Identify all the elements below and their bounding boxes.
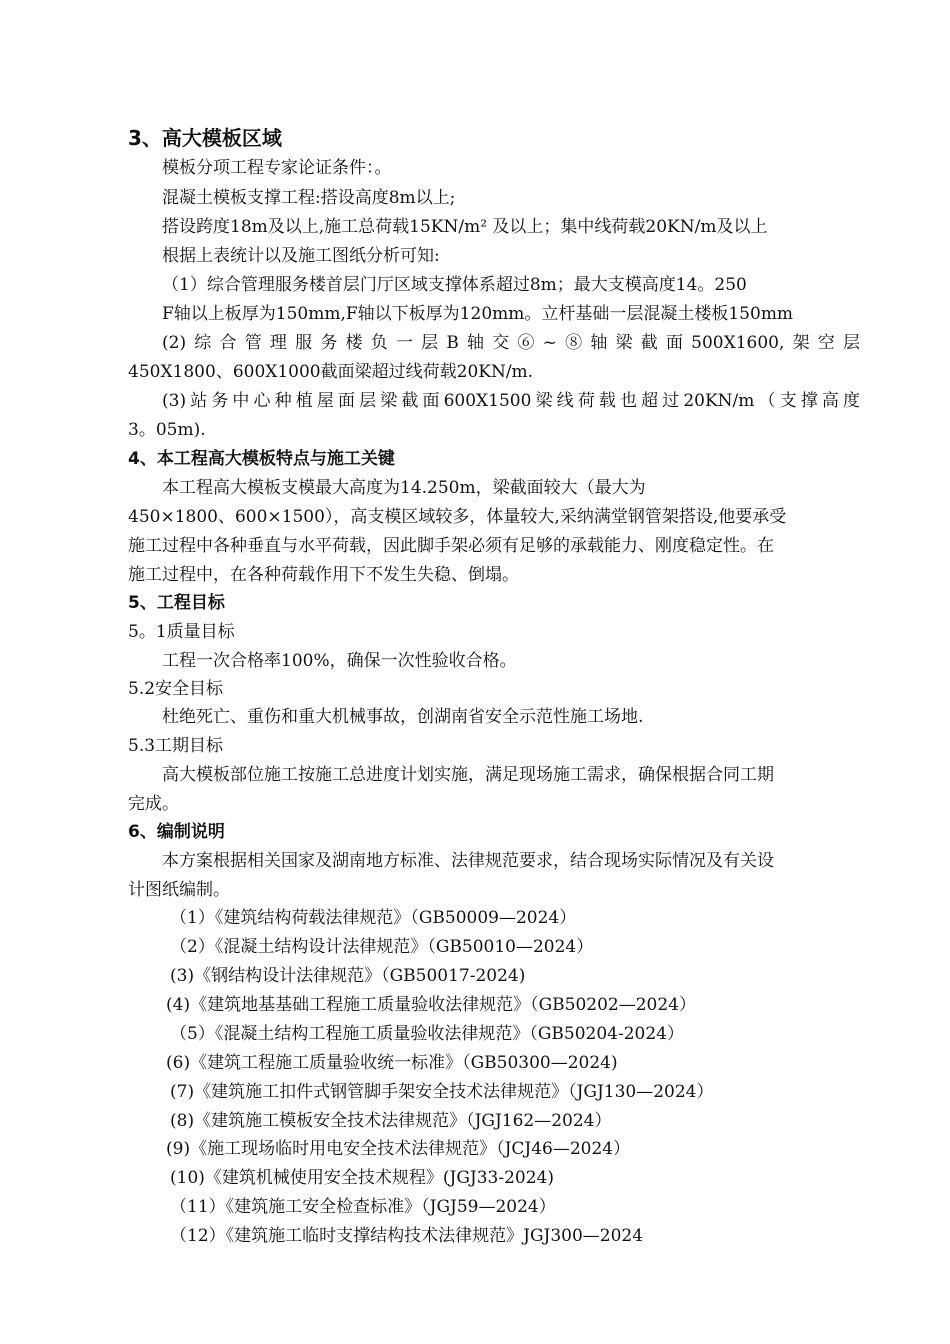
paragraph: 计图纸编制。 [128, 880, 230, 900]
paragraph: 搭设跨度18m及以上,施工总荷载15KN/m² 及以上；集中线荷载20KN/m及以上 [162, 217, 768, 237]
reference-item: (10)《建筑机械使用安全技术规程》(JGJ33-2024) [170, 1168, 555, 1188]
paragraph: 工程一次合格率100%，确保一次性验收合格。 [162, 651, 517, 671]
reference-item: （5）《混凝土结构工程施工质量验收法律规范》（GB50204-2024） [170, 1024, 684, 1044]
reference-item: （11）《建筑施工安全检查标准》（JGJ59—2024） [170, 1197, 556, 1217]
paragraph: 模板分项工程专家论证条件：。 [162, 158, 392, 178]
list-item-continued: 3。05m). [128, 420, 206, 440]
subheading: 5。1质量目标 [128, 622, 235, 642]
reference-item: (6)《建筑工程施工质量验收统一标准》（GB50300—2024) [166, 1053, 618, 1073]
paragraph: 完成。 [128, 794, 179, 814]
reference-item: (9)《施工现场临时用电安全技术法律规范》（JCJ46—2024） [166, 1139, 631, 1159]
paragraph: 施工过程中，在各种荷载作用下不发生失稳、倒塌。 [128, 565, 519, 585]
section-3-heading: 3、高大模板区域 [128, 126, 282, 150]
paragraph: 高大模板部位施工按施工总进度计划实施，满足现场施工需求，确保根据合同工期 [162, 765, 774, 785]
section-6-heading: 6、编制说明 [128, 822, 225, 842]
paragraph: 本工程高大模板支模最大高度为14.250m，梁截面较大（最大为 [162, 478, 646, 498]
reference-item: (7)《建筑施工扣件式钢管脚手架安全技术法律规范》（JGJ130—2024） [170, 1082, 714, 1102]
paragraph: 450×1800、600×1500），高支模区域较多，体量较大,采纳满堂钢管架搭设,他要承受 [128, 507, 787, 527]
reference-item: (8)《建筑施工模板安全技术法律规范》（JGJ162—2024） [170, 1111, 612, 1131]
paragraph: 杜绝死亡、重伤和重大机械事故，创湖南省安全示范性施工场地. [162, 707, 644, 727]
paragraph: 施工过程中各种垂直与水平荷载，因此脚手架必须有足够的承载能力、刚度稳定性。在 [128, 536, 774, 556]
section-5-heading: 5、工程目标 [128, 593, 225, 613]
paragraph: 本方案根据相关国家及湖南地方标准、法律规范要求，结合现场实际情况及有关设 [162, 851, 774, 871]
reference-item: （1）《建筑结构荷载法律规范》（GB50009—2024） [170, 908, 577, 928]
list-item: (3)站务中心种植屋面层梁截面600X1500梁线荷载也超过20KN/m（支撑高度 [162, 391, 860, 411]
reference-item: (4)《建筑地基基础工程施工质量验收法律规范》（GB50202—2024） [166, 995, 696, 1015]
reference-item: (3)《钢结构设计法律规范》（GB50017-2024) [170, 966, 526, 986]
list-item: (2)综合管理服务楼负一层B轴交⑥~⑧轴梁截面500X1600,架空层 [162, 333, 860, 353]
paragraph: 根据上表统计以及施工图纸分析可知: [162, 246, 440, 266]
section-4-heading: 4、本工程高大模板特点与施工关键 [128, 449, 395, 469]
paragraph: 混凝土模板支撑工程:搭设高度8m以上; [162, 188, 456, 208]
reference-item: （2）《混凝土结构设计法律规范》（GB50010—2024） [170, 937, 594, 957]
list-item-continued: F轴以上板厚为150mm,F轴以下板厚为120mm。立杆基础一层混凝土楼板150mm [162, 304, 794, 324]
list-item: （1）综合管理服务楼首层门厅区域支撑体系超过8m；最大支模高度14。250 [162, 275, 747, 295]
list-item-continued: 450X1800、600X1000截面梁超过线荷载20KN/m. [128, 362, 534, 382]
subheading: 5.3工期目标 [128, 736, 224, 756]
reference-item: （12）《建筑施工临时支撑结构技术法律规范》JGJ300—2024 [170, 1226, 644, 1246]
subheading: 5.2安全目标 [128, 679, 224, 699]
